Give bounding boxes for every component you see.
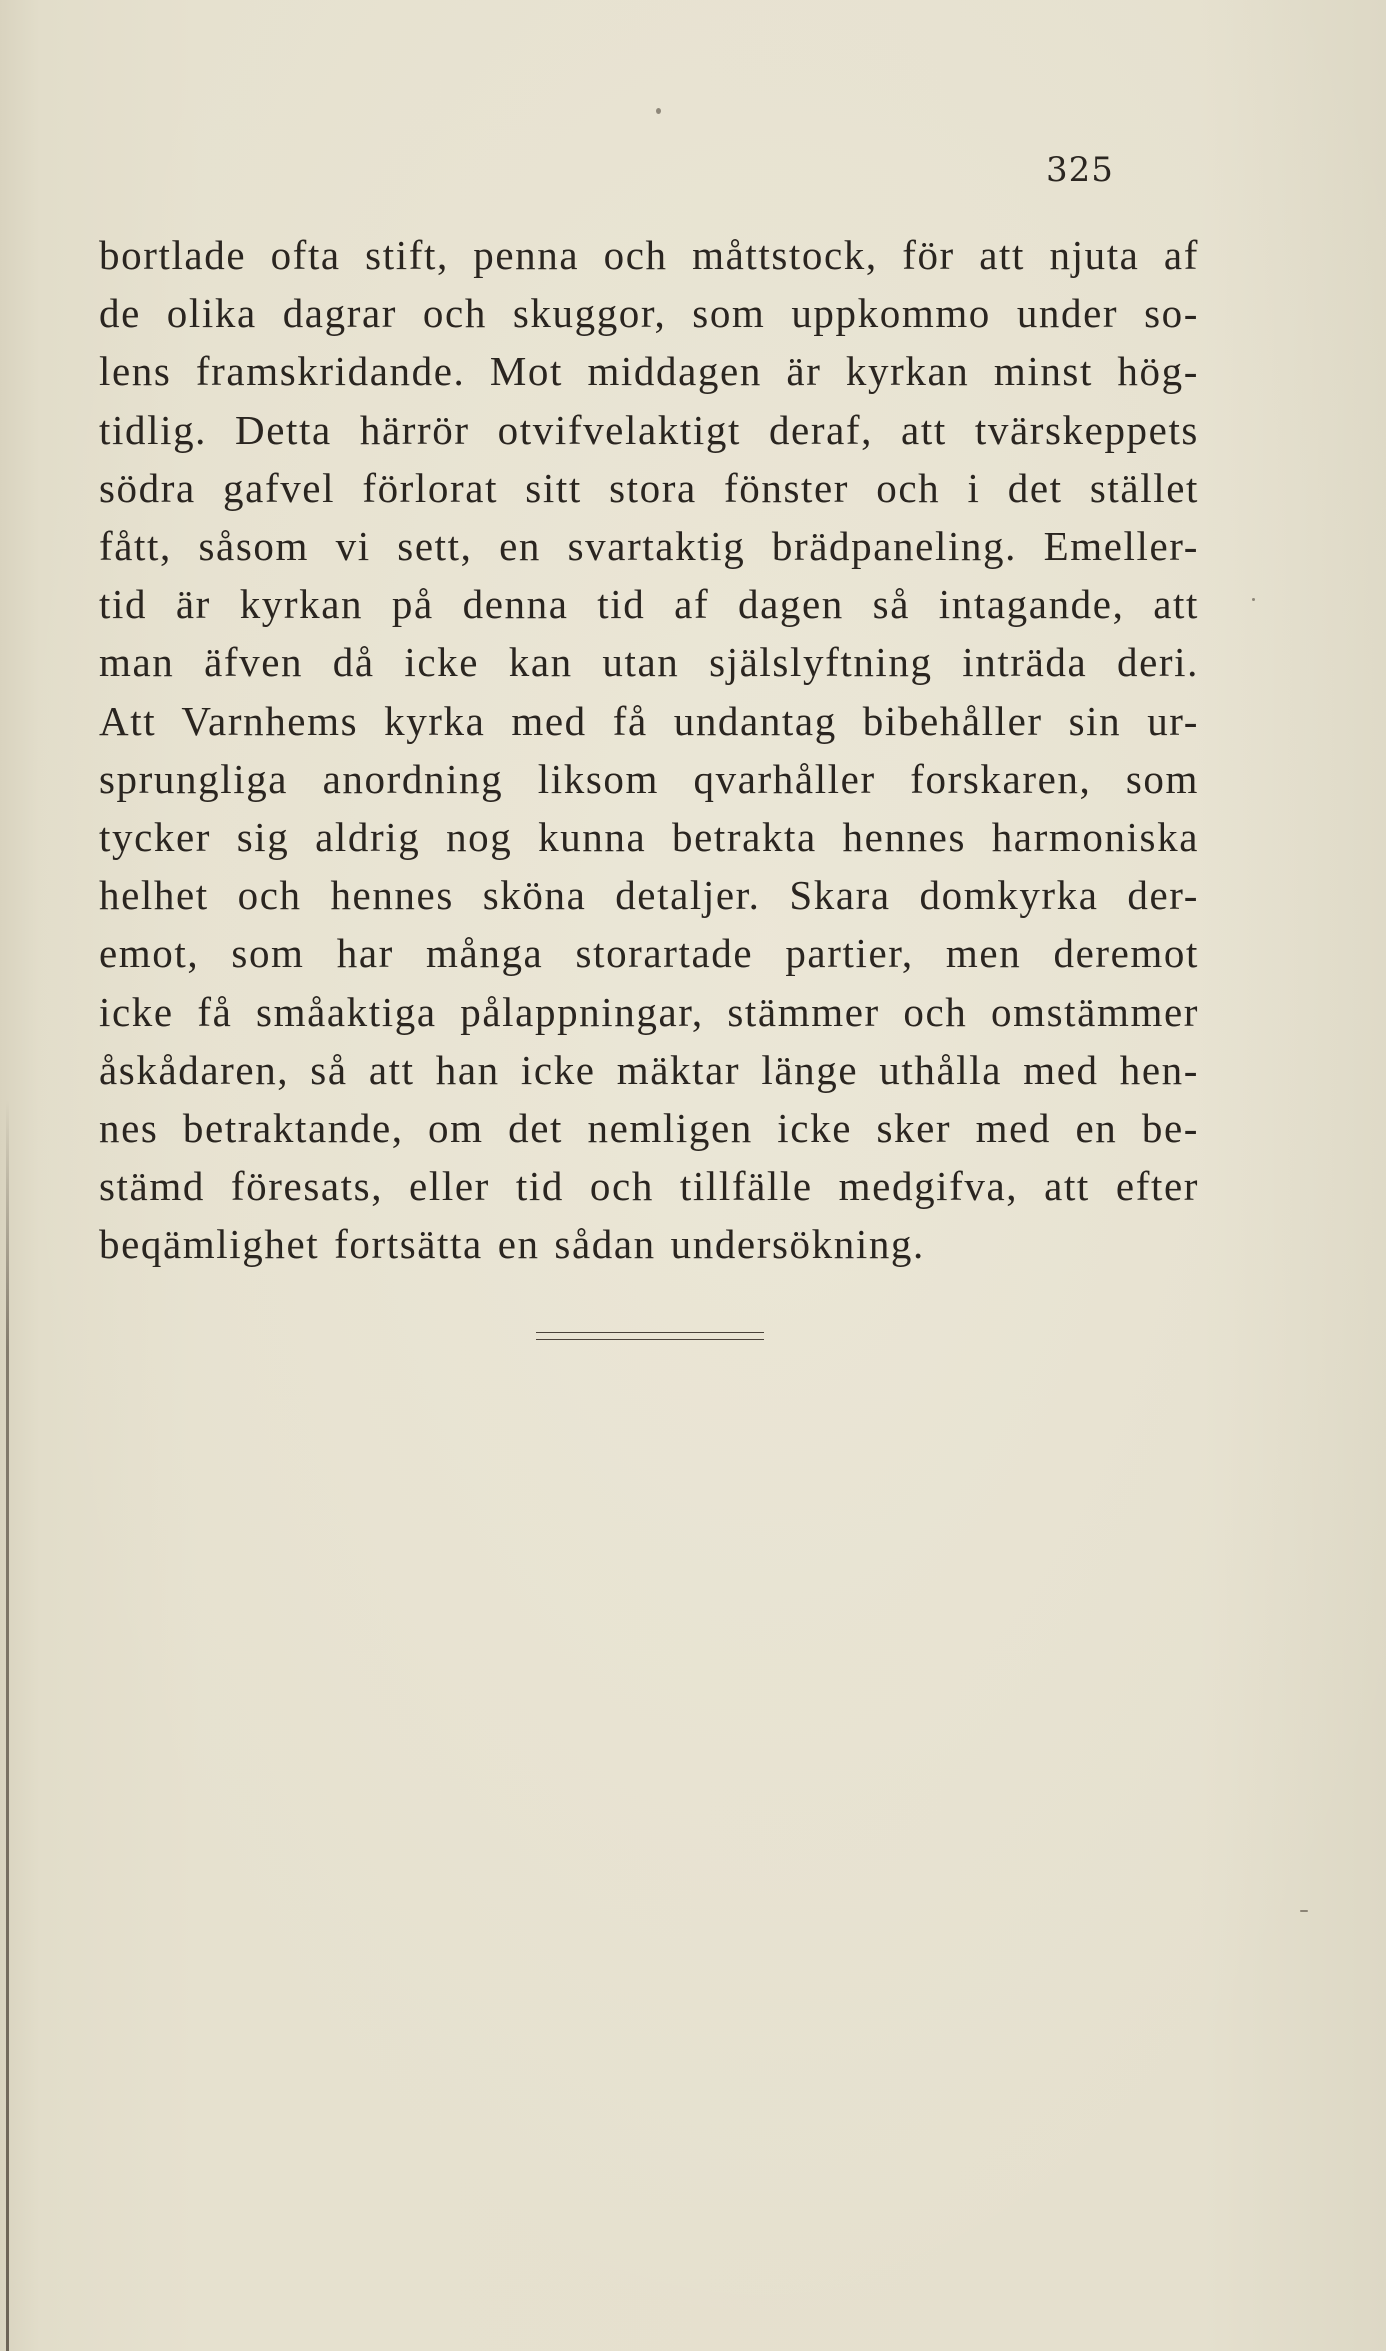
text-line: lens framskridande. Mot middagen är kyrkan minst hög- — [99, 348, 1199, 395]
text-line: helhet och hennes sköna detaljer. Skara domkyrka der- — [99, 872, 1199, 919]
text-line: emot, som har många storartade partier, men deremot — [99, 930, 1199, 977]
ink-speck — [656, 108, 661, 114]
text-line: sprungliga anordning liksom qvarhåller forskaren, som — [99, 755, 1199, 802]
text-line: beqämlighet fortsätta en sådan undersökning. — [99, 1221, 925, 1268]
text-line: stämd föresats, eller tid och tillfälle medgifva, att efter — [99, 1163, 1199, 1210]
text-line: södra gafvel förlorat sitt stora fönster och i det stället — [99, 464, 1199, 511]
section-divider-rule — [536, 1332, 764, 1340]
text-line: tid är kyrkan på denna tid af dagen så intagande, att — [99, 581, 1199, 628]
page-number: 325 — [1046, 150, 1114, 190]
text-line: de olika dagrar och skuggor, som uppkommo under so- — [99, 290, 1199, 337]
text-line: fått, såsom vi sett, en svartaktig brädpaneling. Emeller- — [99, 523, 1199, 570]
text-line: icke få småaktiga pålappningar, stämmer och omstämmer — [99, 988, 1199, 1035]
ink-speck — [1300, 1910, 1308, 1912]
page-edge-shadow — [6, 1100, 9, 2351]
text-line: Att Varnhems kyrka med få undantag bibehåller sin ur- — [99, 697, 1199, 744]
text-line: bortlade ofta stift, penna och måttstock, för att njuta af — [99, 232, 1199, 278]
text-line: nes betraktande, om det nemligen icke sker med en be- — [99, 1105, 1199, 1152]
text-line: man äfven då icke kan utan själslyftning inträda deri. — [99, 639, 1199, 686]
text-line: tidlig. Detta härrör otvifvelaktigt deraf, att tvärskeppets — [99, 406, 1199, 453]
body-text — [99, 226, 1199, 1274]
ink-speck — [1252, 598, 1255, 601]
text-line: tycker sig aldrig nog kunna betrakta hennes harmoniska — [99, 814, 1199, 861]
text-line: åskådaren, så att han icke mäktar länge uthålla med hen- — [99, 1046, 1199, 1093]
